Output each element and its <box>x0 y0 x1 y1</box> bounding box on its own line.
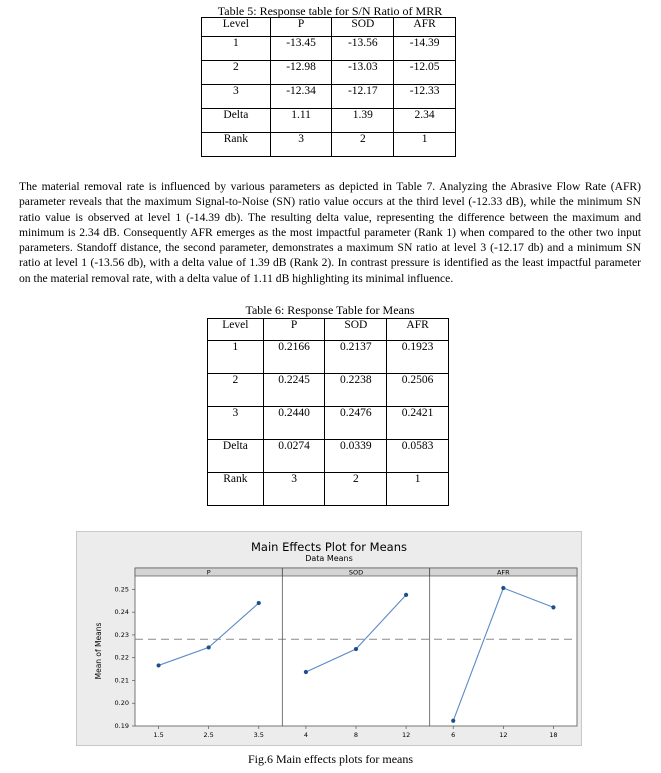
x-tick-label: 4 <box>303 731 308 739</box>
panel-label-afr: AFR <box>496 568 510 577</box>
x-tick-label: 1.5 <box>153 731 164 739</box>
table6 <box>207 318 449 506</box>
table-cell: 0.2421 <box>387 407 449 440</box>
table-cell: 2.34 <box>394 109 456 133</box>
main-effects-chart <box>76 531 582 746</box>
table-cell: 0.2245 <box>263 374 325 407</box>
table-row <box>202 109 456 133</box>
table-row <box>208 341 449 374</box>
table-cell: 0.2166 <box>263 341 325 374</box>
table-cell: 2 <box>208 374 264 407</box>
table-row <box>208 374 449 407</box>
table-cell: -12.33 <box>394 85 456 109</box>
table-cell: -12.05 <box>394 61 456 85</box>
table-cell: 0.0583 <box>387 440 449 473</box>
table-header-cell: P <box>270 18 332 37</box>
x-tick-label: 3.5 <box>253 731 264 739</box>
table-cell: Delta <box>208 440 264 473</box>
table-cell: Rank <box>202 133 271 157</box>
data-point <box>404 593 408 597</box>
table-cell: -13.45 <box>270 37 332 61</box>
table-cell: 1.11 <box>270 109 332 133</box>
panel-label-sod: SOD <box>348 568 364 577</box>
y-tick-label: 0.23 <box>114 630 129 639</box>
table-cell: 0.1923 <box>387 341 449 374</box>
table-cell: 3 <box>202 85 271 109</box>
table-cell: 0.2238 <box>325 374 387 407</box>
table-cell: -12.98 <box>270 61 332 85</box>
data-point <box>304 670 308 674</box>
table-header-cell: SOD <box>332 18 394 37</box>
table-row <box>202 133 456 157</box>
table-row <box>208 440 449 473</box>
y-tick-label: 0.20 <box>114 699 129 708</box>
table-cell: Rank <box>208 473 264 506</box>
table-header-cell: AFR <box>394 18 456 37</box>
table5-caption: Table 5: Response table for S/N Ratio of MRR <box>217 4 443 18</box>
y-tick-label: 0.22 <box>114 653 129 662</box>
table-cell: 2 <box>202 61 271 85</box>
body-paragraph: The material removal rate is influenced by various parameters as depicted in Table 7. Analyzing the Abrasive Flow Rate (AFR) parameter reveals that the maximum Signal-to-Noise (SN) ratio value occurs at the third level (-12.33 dB), while the minimum SN ratio value is observed at level 1 (-14.39 db). The resulting delta value, representing the difference between the maximum and minimum is 2.34 dB. Consequently AFR emerges as the most impactful parameter (Rank 1) when compared to the other two input parameters. Standoff distance, the second parameter, demonstrates a maximum SN ratio at level 3 (-12.17 db) and a minimum SN ratio at level 1 (-13.56 db), with a delta value of 1.39 dB (Rank 2). In contrast pressure is identified as the least impactful parameter on the material removal rate, with a delta value of 1.11 dB highlighting its minimal influence. <box>19 180 641 285</box>
table-row <box>202 37 456 61</box>
table-header-cell: Level <box>208 319 264 341</box>
table-cell: 1 <box>202 37 271 61</box>
y-tick-label: 0.25 <box>114 585 129 594</box>
table-cell: 0.2476 <box>325 407 387 440</box>
x-tick-label: 8 <box>353 731 359 739</box>
table-cell: -13.56 <box>332 37 394 61</box>
table-cell: -14.39 <box>394 37 456 61</box>
table-cell: 3 <box>263 473 325 506</box>
table-cell: -12.34 <box>270 85 332 109</box>
table5 <box>201 17 456 157</box>
table-cell: 0.2137 <box>325 341 387 374</box>
figure-caption: Fig.6 Main effects plots for means <box>247 752 414 766</box>
table-header-cell: Level <box>202 18 271 37</box>
chart-title: Main Effects Plot for Means <box>251 540 407 554</box>
table6-caption: Table 6: Response Table for Means <box>245 303 415 317</box>
chart-subtitle: Data Means <box>305 554 353 563</box>
table-cell: 3 <box>208 407 264 440</box>
table-cell: 0.2506 <box>387 374 449 407</box>
table-header-row <box>208 319 449 341</box>
table-cell: 3 <box>270 133 332 157</box>
table-cell: Delta <box>202 109 271 133</box>
table-row <box>208 473 449 506</box>
data-point <box>257 601 261 605</box>
x-tick-label: 18 <box>549 731 558 739</box>
data-point <box>451 719 455 723</box>
data-point <box>551 605 555 609</box>
table-cell: 1.39 <box>332 109 394 133</box>
data-point <box>156 663 160 667</box>
table-header-row <box>202 18 456 37</box>
table-header-cell: P <box>263 319 325 341</box>
y-tick-label: 0.21 <box>114 676 129 685</box>
table-cell: 1 <box>394 133 456 157</box>
table-cell: 2 <box>325 473 387 506</box>
data-point <box>207 645 211 649</box>
table-header-cell: SOD <box>325 319 387 341</box>
x-tick-label: 12 <box>401 731 411 739</box>
table-row <box>202 61 456 85</box>
table-cell: -13.03 <box>332 61 394 85</box>
panel-label-p: P <box>206 568 211 577</box>
x-tick-label: 12 <box>499 731 508 739</box>
y-axis-label: Mean of Means <box>94 622 103 680</box>
x-tick-label: 2.5 <box>203 731 214 739</box>
table-row <box>202 85 456 109</box>
y-tick-label: 0.24 <box>114 608 129 617</box>
table-cell: 0.2440 <box>263 407 325 440</box>
table-row <box>208 407 449 440</box>
x-tick-label: 6 <box>451 731 456 739</box>
data-point <box>354 647 358 651</box>
table-cell: 0.0274 <box>263 440 325 473</box>
table-cell: 0.0339 <box>325 440 387 473</box>
table-cell: 1 <box>387 473 449 506</box>
table-cell: -12.17 <box>332 85 394 109</box>
main-effects-plot <box>77 532 581 745</box>
y-tick-label: 0.19 <box>114 722 129 730</box>
table-cell: 2 <box>332 133 394 157</box>
table-cell: 1 <box>208 341 264 374</box>
table-header-cell: AFR <box>387 319 449 341</box>
data-point <box>501 586 505 590</box>
